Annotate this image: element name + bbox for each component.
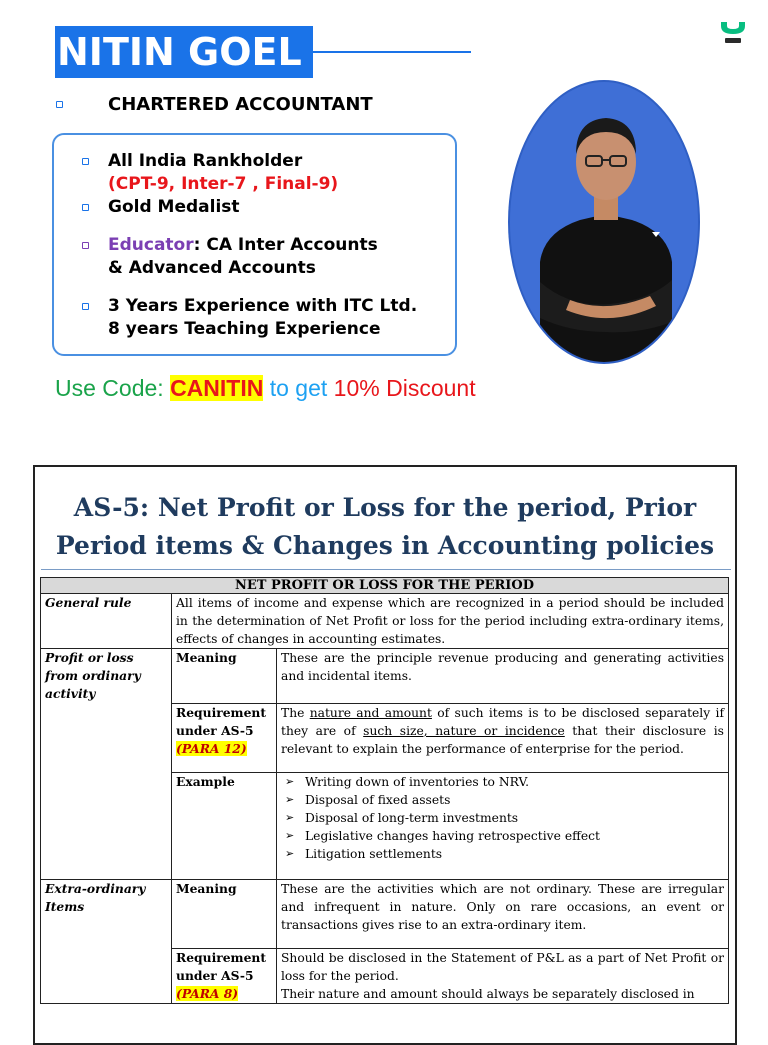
table-row bbox=[41, 649, 729, 704]
person-portrait-icon bbox=[510, 82, 700, 364]
table-row bbox=[41, 594, 729, 649]
cell-label: Meaning bbox=[172, 880, 277, 949]
bullet-icon bbox=[56, 101, 63, 108]
row-label: General rule bbox=[41, 594, 172, 649]
discount-banner: Use Code: CANITIN to get 10% Discount bbox=[55, 375, 476, 401]
credential-educator: Educator: CA Inter Accounts & Advanced Accounts bbox=[108, 234, 378, 280]
credential-experience: 3 Years Experience with ITC Ltd. 8 years Teaching Experience bbox=[108, 295, 417, 341]
discount-code: CANITIN bbox=[170, 375, 264, 401]
designation: CHARTERED ACCOUNTANT bbox=[108, 94, 373, 115]
row-label: Profit or loss from ordinary activity bbox=[41, 649, 172, 880]
cell-label: Meaning bbox=[172, 649, 277, 704]
ordinary-meaning: These are the principle revenue producing and generating activities and incidental items. bbox=[277, 649, 729, 704]
rank-detail: (CPT-9, Inter-7 , Final-9) bbox=[108, 174, 339, 194]
credential-rank: All India Rankholder (CPT-9, Inter-7 , Final-9) bbox=[108, 150, 338, 196]
as5-table bbox=[40, 577, 729, 1004]
list-item: ➢ Legislative changes having retrospective effect bbox=[281, 827, 724, 845]
title-divider bbox=[41, 569, 731, 570]
general-rule-text: All items of income and expense which are recognized in a period should be included in the determination of Net Profit or loss for the period including extra-ordinary items, effects of changes in accounting estimates. bbox=[172, 594, 729, 649]
row-label: Extra-ordinary Items bbox=[41, 880, 172, 1004]
as5-notes-page bbox=[33, 465, 737, 1045]
list-item: ➢ Litigation settlements bbox=[281, 845, 724, 863]
list-item: ➢ Disposal of long-term investments bbox=[281, 809, 724, 827]
bullet-icon bbox=[82, 158, 89, 165]
table-header: NET PROFIT OR LOSS FOR THE PERIOD bbox=[41, 578, 729, 594]
table-row bbox=[41, 578, 729, 594]
unacademy-logo-icon bbox=[719, 20, 747, 46]
bullet-icon bbox=[82, 204, 89, 211]
credential-medal: Gold Medalist bbox=[108, 196, 240, 219]
bullet-icon bbox=[82, 242, 89, 249]
para-ref: (PARA 12) bbox=[176, 741, 247, 756]
ordinary-examples bbox=[277, 773, 729, 880]
document-title: AS-5: Net Profit or Loss for the period, Prior Period items & Changes in Accounting policies bbox=[55, 493, 715, 560]
cell-label: Requirement under AS-5 (PARA 8) bbox=[172, 949, 277, 1004]
presenter-photo bbox=[508, 80, 700, 364]
list-item: ➢ Disposal of fixed assets bbox=[281, 791, 724, 809]
presenter-name: NITIN GOEL bbox=[55, 26, 313, 78]
ordinary-requirement: The nature and amount of such items is to be disclosed separately if they are of such size, nature or incidence that their disclosure is relevant to explain the performance of enterprise for the period. bbox=[277, 704, 729, 773]
educator-label: Educator bbox=[108, 235, 194, 255]
cell-label: Example bbox=[172, 773, 277, 880]
extraordinary-meaning: These are the activities which are not ordinary. These are irregular and infrequent in nature. Only on rare occasions, an event or transactions gives rise to an extra-ordinary item. bbox=[277, 880, 729, 949]
para-ref: (PARA 8) bbox=[176, 986, 239, 1001]
list-item: ➢ Writing down of inventories to NRV. bbox=[281, 773, 724, 791]
name-underline bbox=[313, 51, 471, 53]
extraordinary-requirement: Should be disclosed in the Statement of P&L as a part of Net Profit or loss for the period. Their nature and amount should always be separately disclosed in bbox=[277, 949, 729, 1004]
table-row bbox=[41, 880, 729, 949]
bullet-icon bbox=[82, 303, 89, 310]
cell-label: Requirement under AS-5 (PARA 12) bbox=[172, 704, 277, 773]
